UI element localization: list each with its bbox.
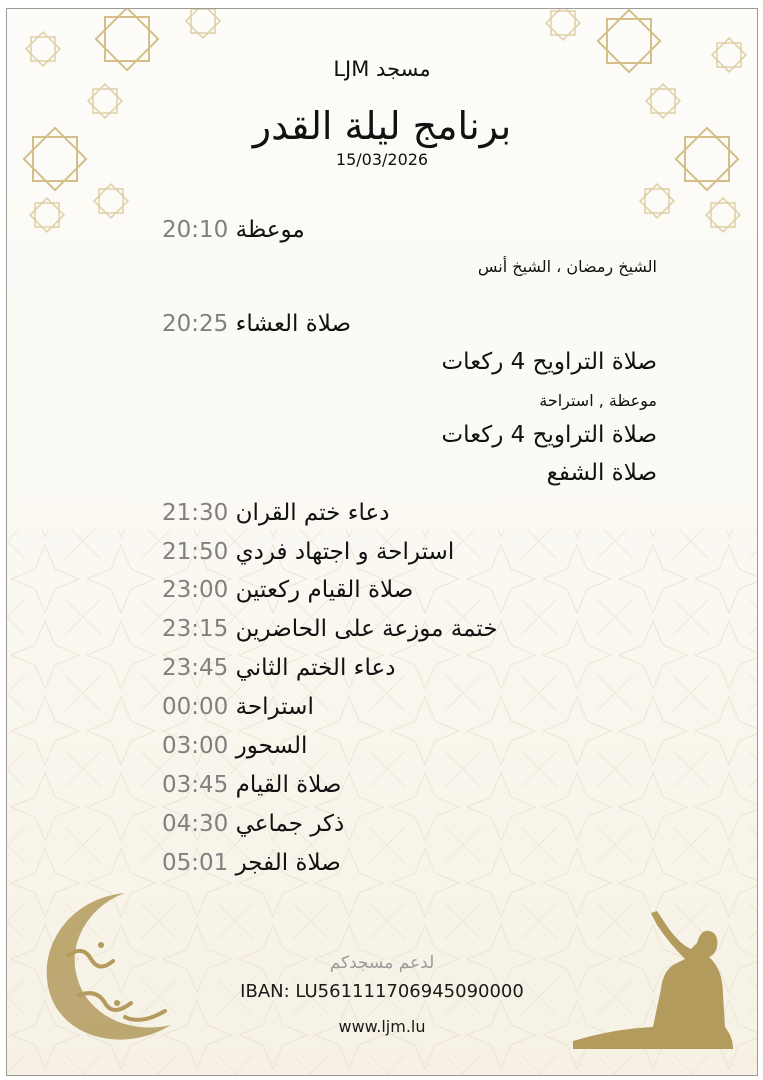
- schedule-label: صلاة الفجر: [235, 850, 341, 876]
- schedule-time: 21:30: [162, 500, 229, 526]
- schedule-item: [162, 694, 314, 720]
- iban-text: IBAN: LU561111706945090000: [240, 981, 524, 1002]
- website-link[interactable]: www.ljm.lu: [338, 1017, 426, 1036]
- schedule-label: صلاة القيام ركعتين: [235, 577, 414, 603]
- schedule-item: [162, 539, 454, 565]
- schedule-time: 03:00: [162, 733, 229, 759]
- speakers-note: الشيخ رمضان ، الشيخ أنس: [477, 257, 657, 276]
- schedule-label: صلاة العشاء: [235, 311, 352, 337]
- schedule-label: السحور: [235, 733, 308, 759]
- schedule-label: ختمة موزعة على الحاضرين: [235, 616, 498, 642]
- program-page: [6, 8, 758, 1076]
- schedule-item: [162, 772, 341, 798]
- schedule-time: 23:00: [162, 577, 229, 603]
- schedule-time: 20:25: [162, 311, 229, 337]
- schedule-time: 21:50: [162, 539, 229, 565]
- mosque-name: مسجد LJM: [333, 57, 431, 81]
- schedule-item: [162, 811, 344, 837]
- schedule-time: 20:10: [162, 217, 229, 243]
- schedule-time: 03:45: [162, 772, 229, 798]
- taraweeh-break: موعظة , استراحة: [539, 391, 657, 410]
- taraweeh-line: صلاة التراويح 4 ركعات: [441, 422, 657, 448]
- schedule-label: استراحة: [235, 694, 314, 720]
- schedule-label: استراحة و اجتهاد فردي: [235, 539, 455, 565]
- schedule-item: [162, 577, 413, 603]
- schedule-item: [162, 655, 395, 681]
- schedule-time: 05:01: [162, 850, 229, 876]
- event-date: 15/03/2026: [335, 150, 429, 169]
- schedule-label: دعاء الختم الثاني: [235, 655, 396, 681]
- schedule-item: [162, 500, 390, 526]
- page-title: برنامج ليلة القدر: [252, 104, 512, 148]
- support-text: لدعم مسجدكم: [329, 953, 435, 973]
- schedule-list: [7, 9, 757, 1075]
- shaf-prayer: صلاة الشفع: [546, 460, 657, 486]
- schedule-item: [162, 850, 341, 876]
- schedule-time: 23:15: [162, 616, 229, 642]
- schedule-label: صلاة القيام: [235, 772, 342, 798]
- schedule-label: ذكر جماعي: [235, 811, 345, 837]
- schedule-item: [162, 311, 351, 337]
- schedule-time: 04:30: [162, 811, 229, 837]
- taraweeh-line: صلاة التراويح 4 ركعات: [441, 349, 657, 375]
- schedule-item: [162, 616, 498, 642]
- schedule-item: [162, 733, 307, 759]
- schedule-item: [162, 217, 305, 243]
- schedule-label: دعاء ختم القران: [235, 500, 390, 526]
- schedule-time: 00:00: [162, 694, 229, 720]
- schedule-label: موعظة: [235, 217, 305, 243]
- schedule-time: 23:45: [162, 655, 229, 681]
